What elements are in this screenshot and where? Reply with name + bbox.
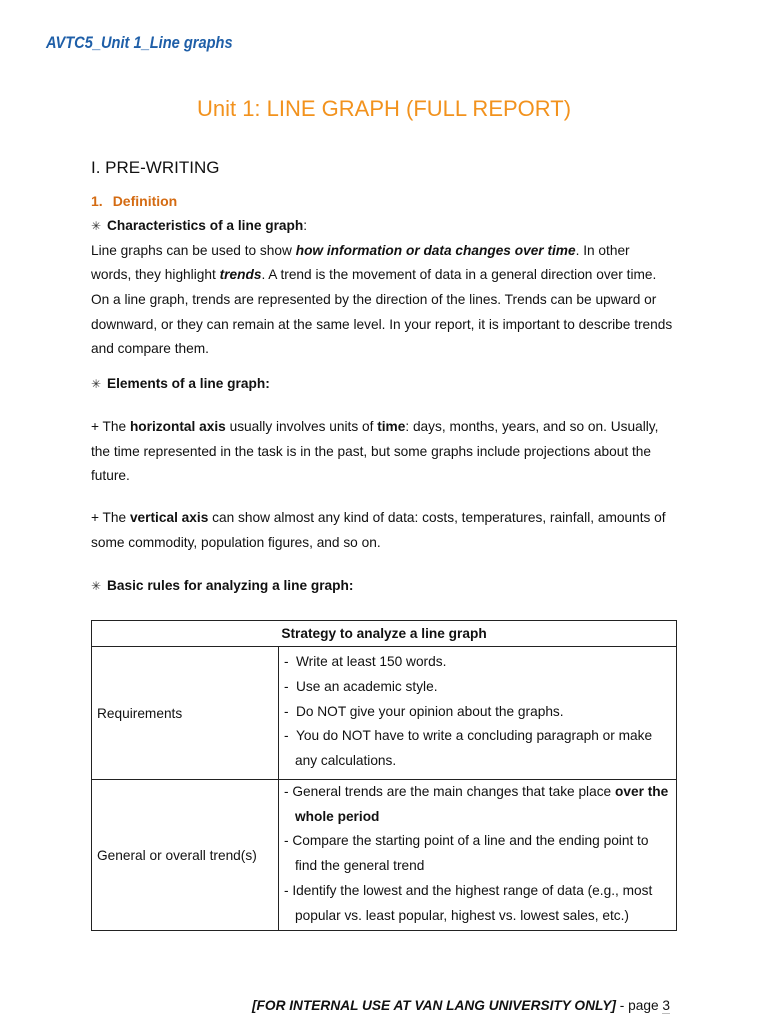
- row-label: General or overall trend(s): [92, 780, 279, 931]
- body-line: the time represented in the task is in the past, but some graphs include projections about the: [91, 443, 651, 459]
- rules-heading-block: [91, 574, 686, 599]
- body-text: Line graphs can be used to show: [91, 242, 296, 258]
- list-item-text: You do NOT have to write a concluding paragraph or make: [296, 728, 653, 744]
- body-text: can show almost any kind of data: costs, temperatures, rainfall, amounts of: [208, 510, 666, 525]
- list-item-text: Do NOT give your opinion about the graphs.: [296, 703, 564, 719]
- table-header-row: [92, 621, 677, 647]
- row-content: [279, 647, 677, 780]
- characteristics-heading: Characteristics of a line graph: [107, 218, 304, 233]
- body-text: : days, months, years, and so on. Usually,: [405, 419, 659, 434]
- body-line: [91, 415, 686, 440]
- elements-heading: Elements of a line graph:: [107, 376, 270, 391]
- list-item-continuation: find the general trend: [295, 858, 425, 874]
- document-header: AVTC5_Unit 1_Line graphs: [46, 33, 233, 52]
- footer-page-label: - page: [616, 998, 663, 1013]
- characteristics-colon: :: [303, 218, 308, 233]
- body-line: On a line graph, trends are represented by the direction of the lines. Trends can be upward or: [91, 292, 657, 308]
- page-number: 3: [662, 998, 671, 1013]
- body-line: [91, 263, 686, 288]
- list-item-text: Use an academic style.: [296, 678, 438, 694]
- rules-heading-line: [91, 574, 686, 599]
- asterisk-bullet-icon: ✳: [91, 219, 102, 233]
- page-footer: [252, 998, 670, 1014]
- list-item-text: Write at least 150 words.: [296, 654, 447, 670]
- page-title: Unit 1: LINE GRAPH (FULL REPORT): [196, 96, 572, 121]
- emphasis-text: whole period: [295, 808, 380, 824]
- list-item: - Identify the lowest and the highest range of data (e.g., most: [284, 882, 653, 898]
- asterisk-bullet-icon: ✳: [91, 579, 102, 593]
- list-item-continuation: any calculations.: [295, 753, 397, 769]
- list-item: - Do NOT give your opinion about the graphs.: [284, 703, 564, 719]
- vertical-axis-paragraph: [91, 506, 686, 555]
- body-line: some commodity, population figures, and so on.: [91, 534, 381, 550]
- characteristics-heading-line: [91, 214, 686, 239]
- list-item: - Write at least 150 words.: [284, 654, 447, 670]
- list-item: - You do NOT have to write a concluding paragraph or make: [284, 728, 653, 744]
- horizontal-axis-paragraph: [91, 415, 686, 489]
- table-header: Strategy to analyze a line graph: [92, 621, 677, 647]
- body-text: usually involves units of: [225, 419, 378, 434]
- list-item: - Compare the starting point of a line and the ending point to: [284, 833, 649, 849]
- strategy-table: [91, 620, 677, 931]
- body-line: [91, 239, 686, 264]
- row-content: [279, 780, 677, 931]
- definition-number: 1.: [91, 193, 103, 209]
- list-item-continuation: popular vs. least popular, highest vs. lowest sales, etc.): [295, 907, 629, 923]
- body-line: [91, 506, 686, 531]
- definition-label: Definition: [112, 193, 178, 209]
- elements-heading-line: [91, 372, 686, 397]
- body-text: words, they highlight: [91, 267, 220, 283]
- body-line: and compare them.: [91, 341, 209, 357]
- definition-heading: [91, 193, 177, 209]
- elements-heading-block: [91, 372, 686, 397]
- characteristics-block: [91, 214, 686, 362]
- table-row: [92, 780, 677, 931]
- row-label: Requirements: [92, 647, 279, 780]
- table-row: [92, 647, 677, 780]
- asterisk-bullet-icon: ✳: [91, 377, 102, 391]
- list-item-text: - General trends are the main changes that take place: [284, 784, 615, 799]
- emphasis-text: how information or data changes over time: [295, 242, 576, 258]
- list-item: [284, 780, 672, 805]
- emphasis-text: horizontal axis: [129, 419, 226, 434]
- emphasis-text: vertical axis: [129, 510, 209, 525]
- emphasis-text: time: [377, 419, 406, 434]
- emphasis-text: trends: [219, 267, 262, 283]
- body-text: . A trend is the movement of data in a general direction over time.: [261, 267, 657, 283]
- body-text: + The: [91, 419, 130, 434]
- rules-heading: Basic rules for analyzing a line graph:: [107, 578, 354, 593]
- emphasis-text: over the: [614, 784, 669, 799]
- section-heading: I. PRE-WRITING: [91, 158, 220, 177]
- body-line: future.: [91, 468, 130, 484]
- footer-notice: [FOR INTERNAL USE AT VAN LANG UNIVERSITY ONLY]: [252, 998, 616, 1013]
- body-text: . In other: [575, 242, 630, 258]
- body-text: + The: [91, 510, 130, 525]
- body-line: downward, or they can remain at the same level. In your report, it is important to describe trends: [91, 316, 673, 332]
- list-item: - Use an academic style.: [284, 678, 438, 694]
- list-item-continuation: [284, 805, 672, 830]
